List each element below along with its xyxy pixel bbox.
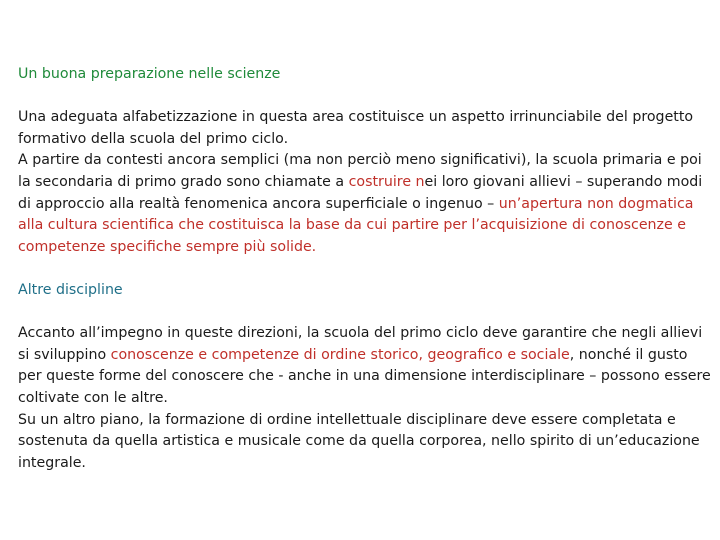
paragraph-literacy: Una adeguata alfabetizzazione in questa area costituisce un aspetto irrinunciabile del progetto formativo della scuola del primo ciclo. — [18, 109, 694, 147]
slide-content — [18, 64, 714, 474]
spacer — [18, 302, 714, 324]
highlight-historical-geographic: conoscenze e competenze di ordine storico, geografico e sociale — [110, 346, 570, 363]
spacer — [18, 258, 714, 280]
paragraph-approach — [18, 150, 714, 258]
highlight-scientific-culture: un’apertura non dogmatica alla cultura scientifica che costituisca la base da cui partire per l’acquisizione di conoscenze e competenze specifiche sempre più solide. — [18, 195, 694, 255]
paragraph-other-disciplines — [18, 323, 714, 409]
text-segment: A partire da contesti ancora semplici (ma non perciò meno significativi), la scuola primaria e poi la secondaria di primo grado sono chiamate a — [18, 152, 702, 190]
paragraph-integral-education: Su un altro piano, la formazione di ordine intellettuale disciplinare deve essere completata e sostenuta da quella artistica e musicale come da quella corporea, nello spirito di un’educazione integrale. — [18, 411, 700, 471]
text-segment: Accanto all’impegno in queste direzioni, la scuola del primo ciclo deve garantire che negli allievi si sviluppino — [18, 325, 703, 363]
highlight-build: costruire n — [348, 173, 425, 190]
section-title-other-disciplines: Altre discipline — [18, 281, 123, 298]
text-segment: , nonché il gusto per queste forme del conoscere che - anche in una dimensione interdisciplinare – possono essere coltivate con le altre. — [18, 346, 711, 406]
spacer — [18, 86, 714, 108]
section-title-sciences: Un buona preparazione nelle scienze — [18, 66, 281, 82]
text-segment: ei loro giovani allievi – superando modi di approccio alla realtà fenomenica ancora superficiale o ingenuo – — [18, 173, 703, 212]
